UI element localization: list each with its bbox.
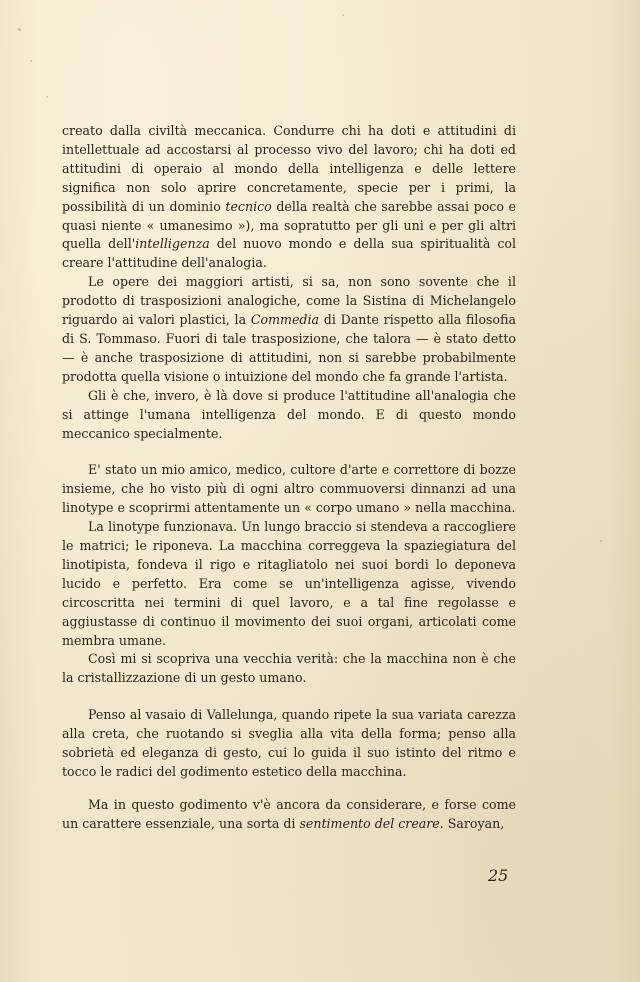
paper-speck [600, 540, 602, 542]
paper-speck [342, 14, 344, 16]
paragraph: Penso al vasaio di Vallelunga, quando ripete la sua variata carezza alla creta, che ruotando si sveglia alla vita della forma; penso alla sobrietà ed eleganza di gesto, cui lo guida il suo istinto del ritmo e tocco le radici del godimento estetico della macchina. [62, 707, 516, 779]
emphasis: intelligenza [135, 236, 210, 252]
paragraph [62, 122, 516, 273]
paragraph-part: . Saroyan, [439, 815, 505, 831]
paragraph [62, 796, 516, 834]
paper-speck [46, 96, 48, 98]
emphasis: Commedia [250, 312, 320, 328]
paragraph-part: di Dante rispetto alla filosofia di S. Tommaso. Fuori di tale trasposizione, che talora — è stato detto — è anche trasposizione di attitudini, non si sarebbe probabilmente prodotta quella visione o intuizione del mondo che fa grande l'artista. [62, 312, 516, 384]
paragraph-part: della realtà che sarebbe assai poco e quasi niente « umanesimo »), ma sopratutto per gli uni e per gli altri quella dell' [62, 198, 516, 252]
paragraph-part: Ma in questo godimento v'è ancora da considerare, e forse come un carattere essenziale, una sorta di [62, 796, 516, 831]
paper-speck [30, 60, 32, 62]
emphasis: tecnico [225, 198, 272, 214]
emphasis: sentimento del creare [299, 815, 440, 831]
body-text [62, 122, 516, 834]
paragraph: E' stato un mio amico, medico, cultore d'arte e correttore di bozze insieme, che ho visto più di ogni altro commuoversi dinnanzi ad una linotype e scoprirmi attentamente un « corpo umano » nella macchina. [62, 462, 516, 516]
paragraph: Gli è che, invero, è là dove si produce l'attitudine all'analogia che si attinge l'umana intelligenza del mondo. E di questo mondo meccanico specialmente. [62, 387, 516, 441]
page-number: 25 [488, 866, 509, 885]
paragraph-part: Le opere dei maggiori artisti, si sa, non sono sovente che il prodotto di trasposizioni analogiche, come la Sistina di Michelangelo riguardo ai valori plastici, la [62, 274, 516, 328]
paper-speck [18, 28, 21, 31]
paragraph: La linotype funzionava. Un lungo braccio si stendeva a raccogliere le matrici; le riponeva. La macchina correggeva la spaziegiatura del linotipista, fondeva il rigo e ritagliatolo nei suoi bordi lo deponeva lucido e perfetto. Era come se un'intelligenza agisse, vivendo circoscritta nei termini di quel lavoro, e a tal fine regolasse e aggiustasse di continuo il movimento dei suoi organi, articolati come membra umane. [62, 519, 516, 648]
paragraph: Così mi si scopriva una vecchia verità: che la macchina non è che la cristallizzazione di un gesto umano. [62, 651, 516, 686]
paragraph-part: del nuovo mondo e della sua spiritualità col creare l'attitudine dell'analogia. [62, 236, 516, 271]
paragraph [62, 273, 516, 386]
paragraph-part: creato dalla civiltà meccanica. Condurre chi ha doti e attitudini di intellettuale ad accostarsi al processo vivo del lavoro; chi ha doti ed attitudini di operaio al mondo della intelligenza e delle lettere significa non solo aprire concretamente, specie per i primi, la possibilità di un dominio [62, 123, 516, 214]
